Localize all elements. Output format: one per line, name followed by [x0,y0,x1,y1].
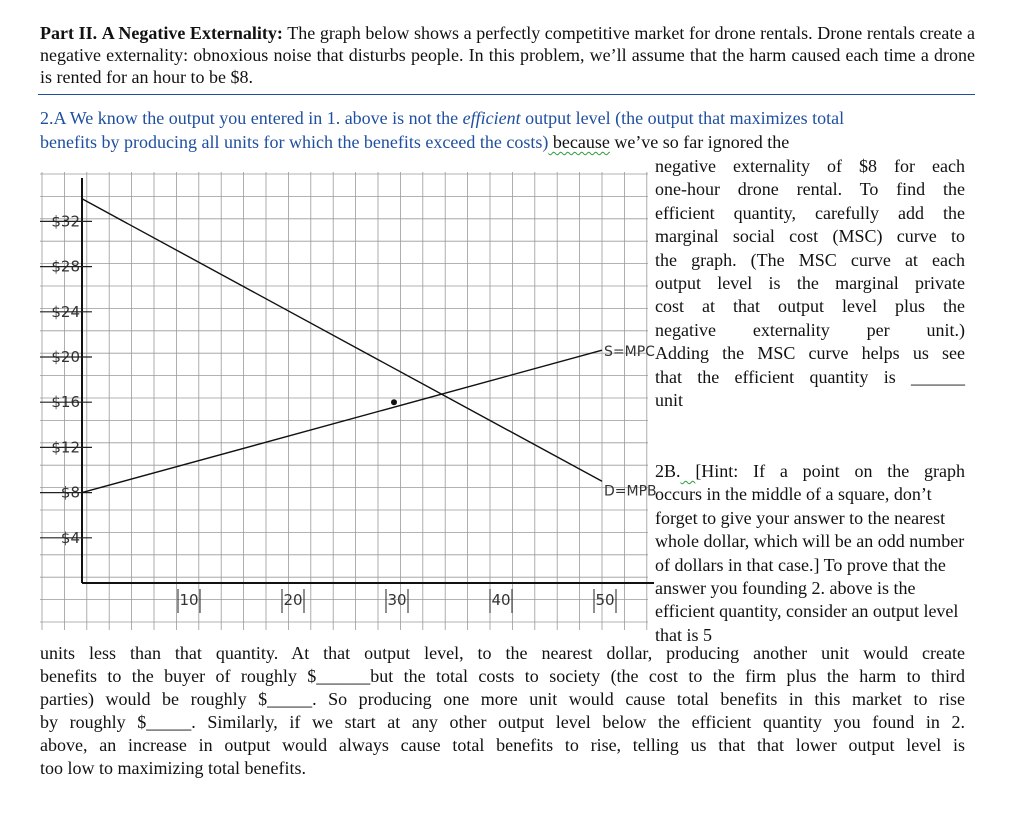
x-tick-label: 20 [283,591,303,609]
q2a-right-line: Adding the MSC curve helps us see [655,343,965,364]
graph-axes [82,178,654,583]
y-tick-label: $24 [51,302,80,321]
y-tick-label: $4 [60,528,80,547]
q2b-hint-line: whole dollar, which will be an odd [655,531,905,552]
q2b-squig [681,461,696,481]
q2a-right-line: cost at that output level plus the [655,296,965,317]
part-label: Part II. [40,23,98,43]
q2a-line-1 [40,107,844,130]
q2a-line-2 [40,131,789,154]
q2b-hint-line: occurs in the middle of a square, don’t [655,484,932,505]
x-tick-label: 50 [595,591,615,609]
q2a-right-line: marginal social cost (MSC) curve to [655,226,965,247]
q2a-right-column [655,155,965,412]
curve-label: D=MPB [604,483,657,500]
q2b-hint-column [655,460,965,647]
q2a-right-line: efficient quantity, carefully add the [655,202,965,223]
q2a-line2-a: benefits by producing all units for which the benefits exceed the costs) [40,132,549,152]
q2a-right-line: negative externality per unit.) [655,319,965,340]
x-tick-label: 40 [491,591,511,609]
q2a-line1-em: efficient [462,108,521,128]
q2b-label: 2B. [655,461,681,481]
q2a-right-line: that the efficient quantity is ______ [655,366,965,387]
q2a-line2-b: we’ve so far ignored the [609,132,790,152]
q2b-bottom-line: by roughly $_____. Similarly, if we start at any other output level below the efficient quantity you found in 2. [40,712,965,732]
q2a-line1-b: output level (the output that maximizes total [520,108,845,128]
intro-text: The graph below shows a perfectly competitive market for drone rentals. Drone rentals create a negative externality: obnoxious noise that disturbs people. In this problem, we’ll assume that the harm caused each time a drone is rented for an hour to be $8. [40,23,975,87]
q2a-right-line: negative externality of $8 for each [655,156,965,176]
y-tick-label: $28 [51,257,80,276]
q2b-hint-line: consider an output level that is 5 [655,601,959,645]
q2b-bottom-line: too low to maximizing total benefits. [40,758,306,778]
y-tick-label: $16 [51,393,80,412]
section-divider [38,94,975,95]
y-tick-label: $20 [51,348,80,366]
q2b-hint-line: number of dollars in that case.] To [655,531,965,575]
y-tick-label: $8 [60,483,80,502]
q2a-label: 2.A [40,108,66,128]
intro-paragraph [40,22,975,88]
y-tick-label: $12 [51,438,80,457]
q2a-line2-squig: because [548,132,610,152]
q2b-bottom-text [40,642,965,780]
q2a-line1-a: We know the output you entered in 1. above is not the [69,108,463,128]
q2b-hint-line: forget to give your answer to the nearest [655,507,946,528]
q2b-bottom-line: units less than that quantity. At that output level, to the nearest dollar, producing another unit would create [40,643,965,663]
q2b-bottom-line: benefits to the buyer of roughly $______but the total costs to society (the cost to the firm plus the harm to third [40,666,965,686]
market-graph [38,170,657,632]
graph-grid [40,172,648,630]
q2a-right-line: output level is the marginal private [655,273,965,294]
x-tick-label: 10 [179,591,199,609]
q2b-hint-line: 2. above is the efficient quantity, [655,578,916,622]
curve-label: S=MPC [604,344,655,361]
curve-s-mpc [82,350,602,492]
q2a-right-line: one-hour drone rental. To find the [655,179,965,200]
q2b-first-line [655,460,965,483]
graph-ticks [40,212,616,613]
intro-heading: A Negative Externality: [101,23,283,43]
graph-curves [82,199,657,500]
y-tick-label: $32 [51,212,80,231]
q2b-bottom-line: above, an increase in output would always cause total benefits to rise, telling us that that lower output level is [40,735,965,755]
equilibrium-point [391,399,397,405]
q2a-right-line: unit [655,390,684,411]
q2b-bottom-line: parties) would be roughly $_____. So producing one more unit would cause total benefits in this market to rise [40,689,965,709]
q2a-right-line: the graph. (The MSC curve at each [655,249,965,270]
q2b-hint-line: [Hint: If a point on the graph [695,461,966,481]
x-tick-label: 30 [387,591,407,609]
q2b-hint-line: prove that the answer you founding [655,554,946,599]
